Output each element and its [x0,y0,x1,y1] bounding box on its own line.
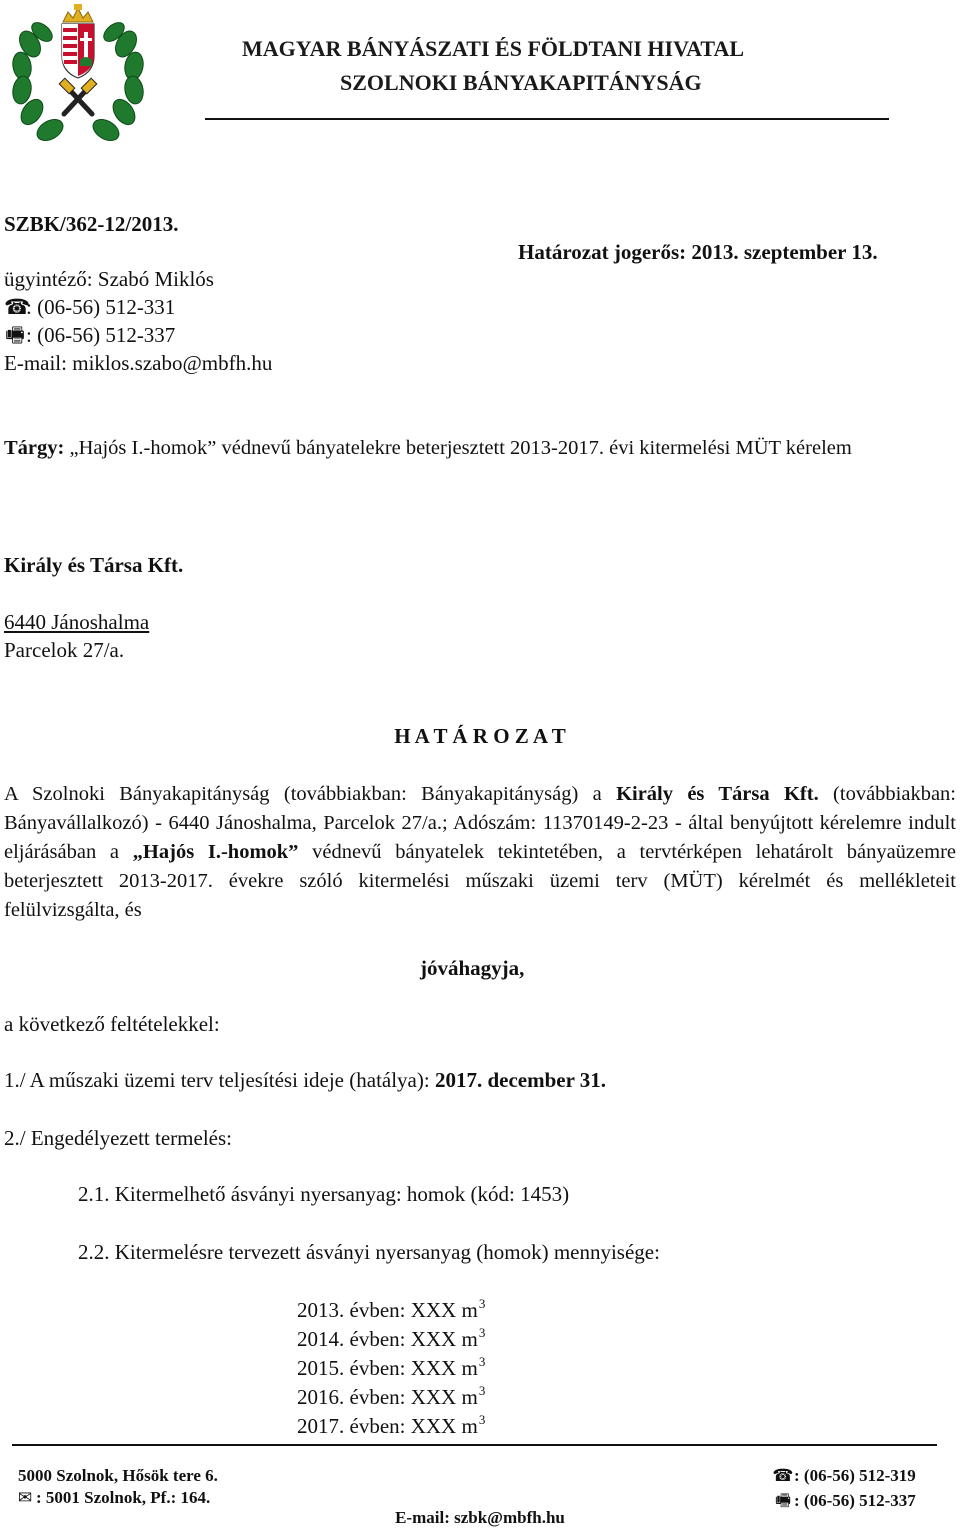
clerk-fax [4,321,175,349]
year-quantity-label: 2017. évben: XXX m [297,1414,478,1438]
year-quantity-label: 2016. évben: XXX m [297,1385,478,1409]
year-quantity-label: 2015. évben: XXX m [297,1356,478,1380]
footer-po-box-value: : 5001 Szolnok, Pf.: 164. [36,1488,211,1507]
year-quantity-row [297,1354,485,1385]
condition-1-text: 1./ A műszaki üzemi terv teljesítési ideje (hatálya): [4,1068,435,1092]
unit-exponent: 3 [478,1296,486,1311]
year-quantity-row [297,1383,485,1414]
paragraph-text: védnevű bányatelek tekintetében, a tervtérképen lehatárolt bányaüzemre beterjesztett 2013-2017. évekre szóló kitermelési műszaki üzemi terv (MÜT) kérelmét és mellékleteit felülvizsgálta, és [4,841,956,921]
footer-phone-value: : (06-56) 512-319 [794,1466,916,1485]
subject-text: „Hajós I.-homok” védnevű bányatelekre beterjesztett 2013-2017. évi kitermelési MÜT kérelem [69,437,852,459]
year-quantity-label: 2013. évben: XXX m [297,1298,478,1322]
footer-po-box [14,1488,210,1508]
year-quantity-label: 2014. évben: XXX m [297,1327,478,1351]
subject-label: Tárgy: [4,437,65,459]
company-name: Király és Társa Kft. [616,783,819,805]
condition-2-1: 2.1. Kitermelhető ásványi nyersanyag: homok (kód: 1453) [78,1182,570,1206]
footer-phone [772,1466,916,1486]
approval-word: jóváhagyja, [420,956,525,980]
clerk-fax-value: : (06-56) 512-337 [26,323,176,347]
site-name: „Hajós I.-homok” [132,841,299,863]
phone-icon: ☎ [4,295,31,319]
paragraph-text: (továbbiakban: Bányavállalkozó) - 6440 Jánoshalma, Parcelok 27/a.; Adószám: 11370149-2-23 - által benyújtott kérelemre indult eljárásában a [4,783,957,863]
clerk-phone [4,293,175,321]
addressee-name: Király és Társa Kft. [4,553,184,577]
year-quantity-row [297,1325,485,1356]
header-divider [205,118,889,120]
footer-address: 5000 Szolnok, Hősök tere 6. [18,1466,218,1485]
paragraph-text: A Szolnoki Bányakapitányság (továbbiakban: Bányakapitányság) a [4,783,617,805]
condition-2-2: 2.2. Kitermelésre tervezett ásványi nyersanyag (homok) mennyisége: [78,1240,660,1264]
unit-exponent: 3 [478,1325,486,1340]
phone-icon: ☎ [772,1466,794,1486]
condition-1-date: 2017. december 31. [434,1068,607,1092]
clerk-phone-value: : (06-56) 512-331 [26,295,176,319]
unit-exponent: 3 [478,1354,486,1369]
unit-exponent: 3 [478,1383,486,1398]
fax-icon: 🖷 [5,323,25,347]
year-quantity-row [297,1412,485,1443]
office-name: SZOLNOKI BÁNYAKAPITÁNYSÁG [340,70,702,95]
unit-exponent: 3 [478,1412,486,1427]
legal-force-note: Határozat jogerős: 2013. szeptember 13. [518,240,878,264]
envelope-icon: ✉ [17,1488,33,1508]
condition-1 [4,1066,606,1094]
decision-title: H A T Á R O Z A T [394,724,566,748]
footer-fax-value: : (06-56) 512-337 [794,1491,916,1510]
clerk-email: E-mail: miklos.szabo@mbfh.hu [4,351,273,375]
footer-email: E-mail: szbk@mbfh.hu [395,1508,565,1527]
year-quantity-row [297,1296,485,1327]
clerk-name: ügyintéző: Szabó Miklós [4,267,214,291]
fax-icon: 🖷 [774,1491,792,1511]
reference-number: SZBK/362-12/2013. [4,212,179,236]
agency-name: MAGYAR BÁNYÁSZATI ÉS FÖLDTANI HIVATAL [242,36,745,61]
decision-paragraph [4,780,956,925]
footer-divider [12,1444,937,1446]
addressee-city: 6440 Jánoshalma [4,610,150,634]
subject [4,434,956,463]
crest-logo [8,4,148,152]
addressee-street: Parcelok 27/a. [4,638,125,662]
condition-2: 2./ Engedélyezett termelés: [4,1126,232,1150]
conditions-intro: a következő feltételekkel: [4,1012,220,1036]
